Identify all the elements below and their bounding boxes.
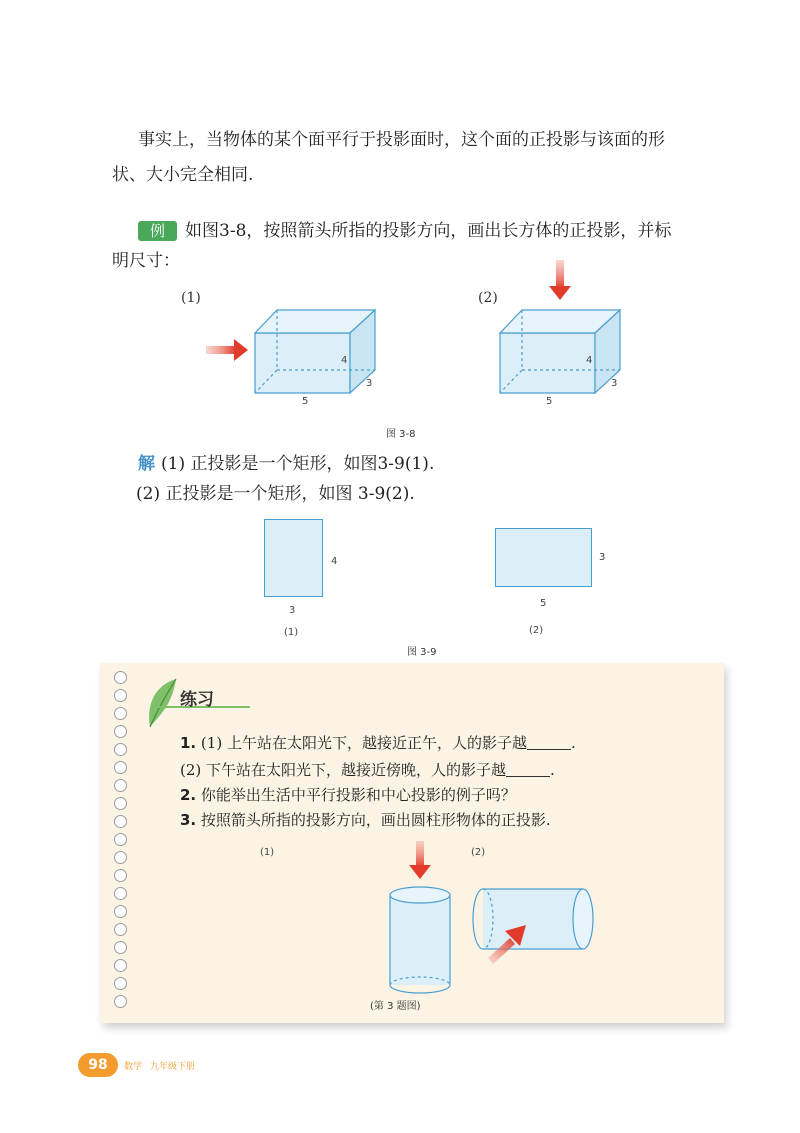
fig39-2-label: (2) [529, 625, 544, 636]
example-text: 如图3-8，按照箭头所指的投影方向，画出长方体的正投影，并标 [185, 221, 672, 241]
fig38-label-2: (2) [478, 290, 498, 306]
question-1b-text: (2) 下午站在太阳光下，越接近傍晚，人的影子越 [180, 761, 507, 779]
answer-blank-1b[interactable] [506, 762, 550, 777]
fig38-2-dim-width: 5 [546, 396, 553, 407]
q3-fig-caption: (第 3 题图) [370, 1001, 421, 1012]
fig38-1-dim-width: 5 [302, 396, 309, 407]
solution-line-2: (2) 正投影是一个矩形，如图 3-9(2). [136, 484, 415, 504]
q3-fig-label-1: (1) [260, 847, 275, 858]
question-1b-end: . [550, 761, 555, 779]
cylinder-2 [473, 889, 593, 949]
question-2-number: 2. [180, 786, 197, 804]
fig39-2-dim-bottom: 5 [540, 598, 547, 609]
question-3-number: 3. [180, 811, 197, 829]
fig38-label-1: (1) [181, 290, 201, 306]
intro-line-1: 事实上，当物体的某个面平行于投影面时，这个面的正投影与该面的形 [138, 130, 665, 150]
cylinder-figures [270, 833, 610, 1003]
red-arrow-icon [549, 260, 571, 300]
fig38-2-dim-height: 4 [586, 355, 593, 366]
solution-mark: 解 [138, 454, 155, 474]
fig39-1-dim-right: 4 [331, 556, 338, 567]
practice-title: 练习 [180, 690, 214, 710]
q3-fig-label-2: (2) [471, 847, 486, 858]
fig39-1-dim-bottom: 3 [289, 605, 296, 616]
figure-3-9-caption: 图 3-9 [407, 647, 437, 658]
question-1a [180, 731, 576, 756]
fig38-1-dim-depth: 3 [366, 378, 373, 389]
figure-3-8-caption: 图 3-8 [386, 429, 416, 440]
example-line-2: 明尺寸： [112, 251, 180, 271]
fig39-2-dim-right: 3 [599, 552, 606, 563]
answer-blank-1a[interactable] [527, 735, 571, 750]
question-1a-end: . [570, 734, 576, 752]
intro-line-2: 状、大小完全相同. [112, 165, 254, 185]
cuboid-2 [500, 310, 620, 393]
example-line-1 [138, 216, 671, 246]
leaf-icon [142, 675, 182, 735]
example-badge: 例 [138, 221, 177, 241]
fig38-2-dim-depth: 3 [611, 378, 618, 389]
question-1-number: 1. [180, 734, 197, 752]
question-1a-text: (1) 上午站在太阳光下，越接近正午，人的影子越 [200, 734, 527, 752]
question-2 [180, 783, 516, 808]
red-arrow-icon [206, 339, 248, 361]
fig38-1-dim-height: 4 [341, 355, 348, 366]
question-3 [180, 808, 551, 833]
question-3-text: 按照箭头所指的投影方向，画出圆柱形物体的正投影. [200, 811, 551, 829]
solution-line-1 [138, 449, 434, 479]
figure-3-8-drawing [190, 250, 650, 420]
cuboid-1 [255, 310, 375, 393]
question-1b [180, 758, 555, 783]
cylinder-1 [390, 887, 450, 993]
fig39-1-label: (1) [284, 627, 299, 638]
projection-rect-2 [495, 528, 592, 587]
footer-book: 九年级下册 [150, 1062, 196, 1072]
footer-subject: 数学 [124, 1062, 143, 1072]
question-2-text: 你能举出生活中平行投影和中心投影的例子吗？ [200, 786, 516, 804]
solution-text-1: (1) 正投影是一个矩形，如图3-9(1). [161, 454, 435, 474]
practice-box [100, 663, 724, 1023]
red-arrow-icon [409, 841, 431, 879]
projection-rect-1 [264, 519, 323, 597]
page-number-badge: 98 [78, 1053, 118, 1077]
